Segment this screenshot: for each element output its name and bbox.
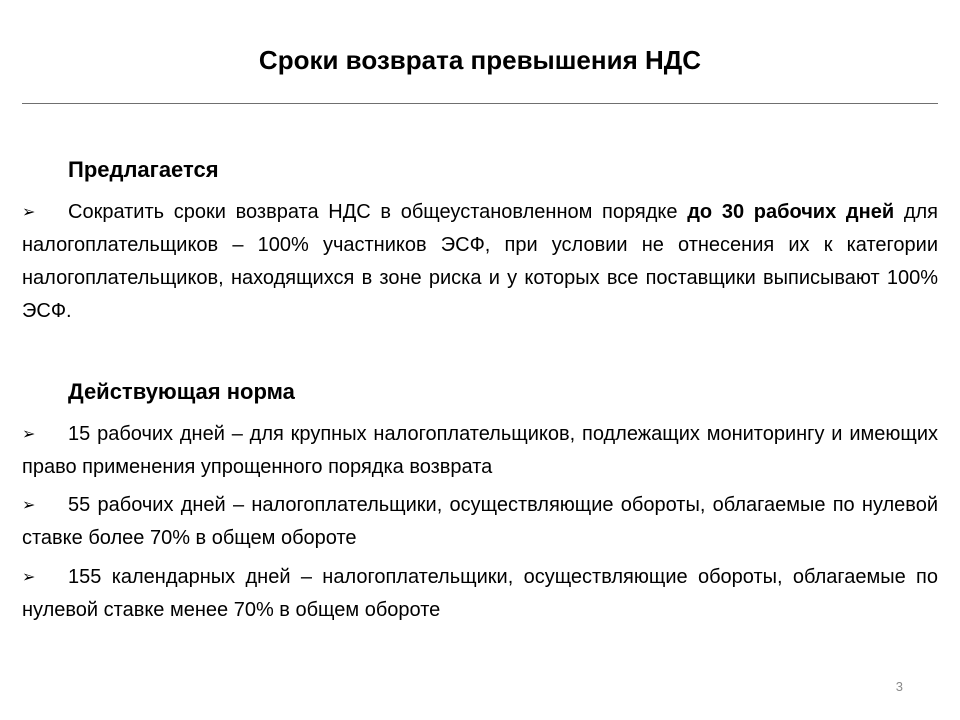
- proposed-item-text-rest: для налогоплательщиков – 100% участников ЭСФ, при условии не отнесения их к категории налогоплательщиков, находящихся в зоне риска и у которых все поставщики выписывают 100% ЭСФ.: [22, 201, 938, 322]
- section-heading-proposed: Предлагается: [68, 157, 219, 182]
- current-item: [22, 489, 938, 555]
- proposed-item-highlight: до 30 рабочих дней: [687, 201, 895, 223]
- slide-title: Сроки возврата превышения НДС: [258, 45, 702, 75]
- arrow-bullet-icon: ➢: [22, 426, 36, 443]
- title-divider: [22, 103, 938, 104]
- proposed-item-text: Сократить сроки возврата НДС в общеустановленном порядке: [68, 201, 688, 223]
- current-item: [22, 418, 938, 484]
- section-heading-current: Действующая норма: [68, 379, 295, 404]
- current-item: [22, 561, 938, 627]
- page-number: 3: [895, 679, 903, 694]
- arrow-bullet-icon: ➢: [22, 497, 36, 514]
- current-item-text: 155 календарных дней – налогоплательщики, осуществляющие обороты, облагаемые по нулевой ставке менее 70% в общем обороте: [22, 566, 938, 621]
- proposed-item: [22, 196, 938, 328]
- current-item-text: 55 рабочих дней – налогоплательщики, осуществляющие обороты, облагаемые по нулевой ставке более 70% в общем обороте: [22, 494, 938, 549]
- current-item-text: 15 рабочих дней – для крупных налогоплательщиков, подлежащих мониторингу и имеющих право применения упрощенного порядка возврата: [22, 423, 938, 478]
- arrow-bullet-icon: ➢: [22, 569, 36, 586]
- arrow-bullet-icon: ➢: [22, 204, 36, 221]
